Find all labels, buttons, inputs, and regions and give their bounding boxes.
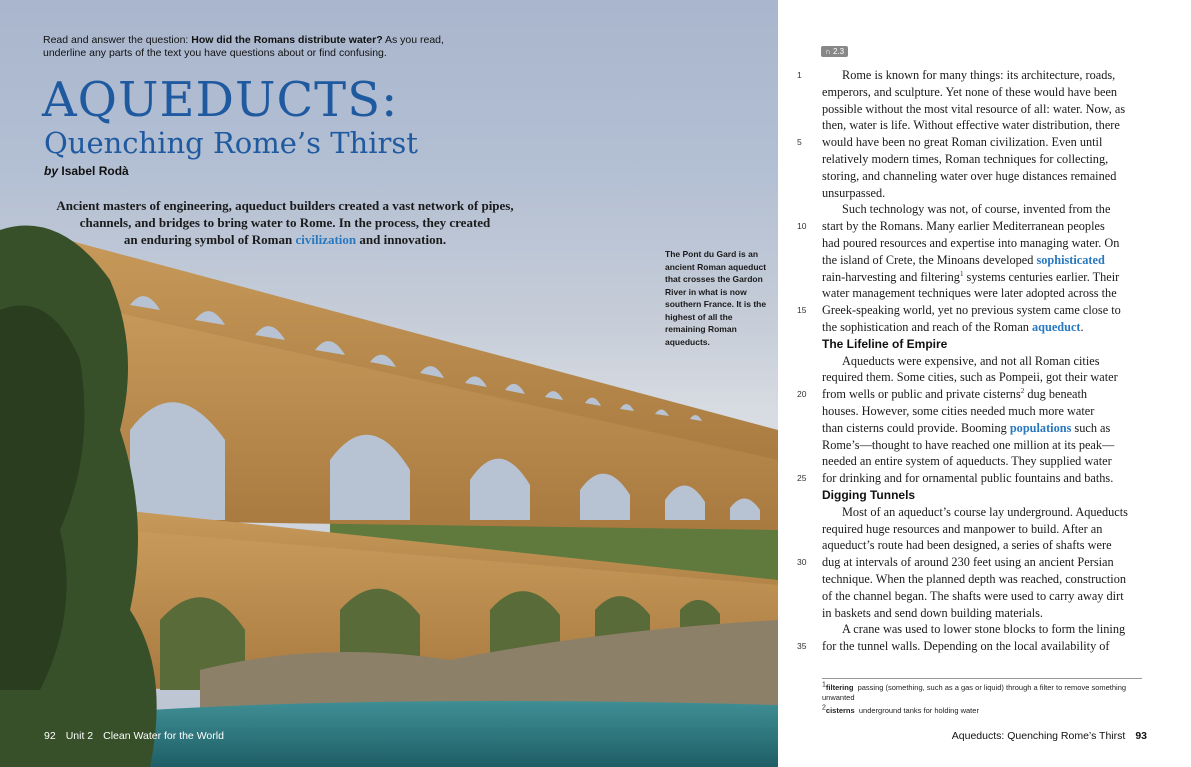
- body-line: possible without the most vital resource of all: water. Now, as: [822, 101, 1126, 116]
- body-line: for drinking and for ornamental public fountains and baths.: [822, 471, 1114, 486]
- vocab-word[interactable]: aqueduct: [1032, 319, 1081, 334]
- body-line: Such technology was not, of course, invented from the: [842, 202, 1111, 217]
- body-line: start by the Romans. Many earlier Mediterranean peoples: [822, 219, 1105, 234]
- body-line: technique. When the planned depth was reached, construction: [822, 571, 1127, 586]
- vocab-word[interactable]: populations: [1009, 420, 1072, 435]
- intro-line: channels, and bridges to bring water to Rome. In the process, they created: [79, 215, 491, 230]
- line-number: 10: [797, 221, 807, 232]
- line-number: 5: [797, 137, 802, 148]
- line-number: 20: [797, 389, 807, 400]
- article-subtitle: Quenching Rome’s Thirst: [44, 126, 418, 160]
- body-line: dug at intervals of around 230 feet using an ancient Persian: [822, 555, 1114, 570]
- photo-caption: The Pont du Gard is an ancient Roman aqueduct that crosses the Gardon River in what is now southern France. It is the highest of all the remaining Roman aqueducts.: [665, 249, 767, 347]
- intro-paragraph: [40, 197, 530, 248]
- byline-by: by: [44, 164, 59, 178]
- prompt-instructions: As you read, underline any parts of the text you have questions about or find confusing.: [43, 34, 444, 59]
- line-number: 15: [797, 305, 807, 316]
- intro-line: an enduring symbol of Roman civilization and innovation.: [123, 232, 447, 247]
- section-heading: The Lifeline of Empire: [822, 336, 948, 351]
- body-line: had poured resources and expertise into managing water. On: [822, 235, 1120, 250]
- body-line: rain-harvesting and filtering$^1$ systems centuries earlier. Their: [822, 269, 1120, 284]
- audio-track-badge[interactable]: ∩ 2.3: [821, 46, 848, 57]
- body-line: emperors, and sculpture. Yet none of these would have been: [822, 84, 1118, 99]
- body-line: Greek-speaking world, yet no previous system came close to: [822, 303, 1121, 318]
- intro-line: Ancient masters of engineering, aqueduct builders created a vast network of pipes,: [56, 198, 514, 213]
- article-running-title: Aqueducts: Quenching Rome’s Thirst: [951, 730, 1126, 742]
- body-line: required huge resources and manpower to build. After an: [822, 521, 1103, 536]
- article-title: AQUEDUCTS:: [42, 72, 399, 128]
- page-number: 92: [44, 730, 56, 742]
- body-line: in baskets and send down building materials.: [822, 605, 1043, 620]
- author-name: Isabel Rodà: [61, 164, 129, 178]
- body-line: relatively modern times, Roman techniques for collecting,: [822, 151, 1109, 166]
- line-number: 1: [797, 70, 802, 80]
- footnote-cisterns: $^2$cisterns underground tanks for holding water: [822, 704, 979, 715]
- body-line: houses. However, some cities needed much more water: [822, 403, 1095, 418]
- body-line: Rome is known for many things: its architecture, roads,: [842, 68, 1116, 82]
- footnotes: [822, 683, 1152, 719]
- body-line: of the channel began. The shafts were used to carry away dirt: [822, 588, 1124, 603]
- footnote-divider: [822, 678, 1142, 679]
- body-line: A crane was used to lower stone blocks to form the lining: [842, 622, 1126, 637]
- unit-title: Clean Water for the World: [103, 730, 224, 742]
- unit-label: Unit 2: [65, 730, 94, 742]
- body-line: water management techniques were later adopted across the: [822, 286, 1117, 301]
- body-line: then, water is life. Without effective water distribution, there: [822, 118, 1120, 133]
- footer-right: [952, 730, 1147, 742]
- body-line: the island of Crete, the Minoans developed sophisticated: [822, 252, 1105, 267]
- footnote-filtering: $^1$filtering passing (something, such as a gas or liquid) through a filter to remove something unwanted: [822, 681, 1127, 702]
- body-line: Rome’s—thought to have reached one million at its peak—: [822, 437, 1115, 452]
- body-line: aqueduct’s route had been designed, a series of shafts were: [822, 538, 1112, 553]
- reading-prompt: [43, 34, 463, 60]
- vocab-word[interactable]: sophisticated: [1036, 252, 1105, 267]
- body-line: than cisterns could provide. Booming populations such as: [822, 420, 1111, 435]
- footnote-ref: 1: [959, 269, 964, 278]
- body-line: Most of an aqueduct’s course lay underground. Aqueducts: [842, 504, 1128, 519]
- body-line: unsurpassed.: [822, 185, 886, 200]
- right-page: [778, 0, 1191, 767]
- line-number: 30: [797, 557, 807, 568]
- body-line: storing, and channeling water over huge distances remained: [822, 168, 1117, 183]
- section-heading: Digging Tunnels: [822, 487, 916, 502]
- body-line: needed an entire system of aqueducts. They supplied water: [822, 454, 1112, 469]
- pont-du-gard-photo: [0, 190, 778, 767]
- footer-left: [44, 730, 234, 742]
- prompt-question: How did the Romans distribute water?: [191, 34, 383, 46]
- footnote-ref: 2: [1020, 387, 1025, 396]
- prompt-intro: Read and answer the question:: [43, 34, 192, 46]
- body-line: Aqueducts were expensive, and not all Roman cities: [842, 353, 1100, 368]
- body-line: the sophistication and reach of the Roman aqueduct.: [822, 319, 1084, 334]
- vocab-civilization[interactable]: civilization: [295, 232, 357, 247]
- line-number: 35: [797, 641, 807, 652]
- line-number: 25: [797, 473, 807, 484]
- page-number: 93: [1135, 730, 1147, 742]
- body-line: for the tunnel walls. Depending on the local availability of: [822, 639, 1110, 654]
- article-body: [822, 67, 1144, 655]
- body-line: from wells or public and private cisterns$^2$ dug beneath: [822, 387, 1088, 402]
- byline: [44, 164, 129, 178]
- body-line: would have been no great Roman civilization. Even until: [822, 135, 1103, 150]
- body-line: required them. Some cities, such as Pompeii, got their water: [822, 370, 1118, 385]
